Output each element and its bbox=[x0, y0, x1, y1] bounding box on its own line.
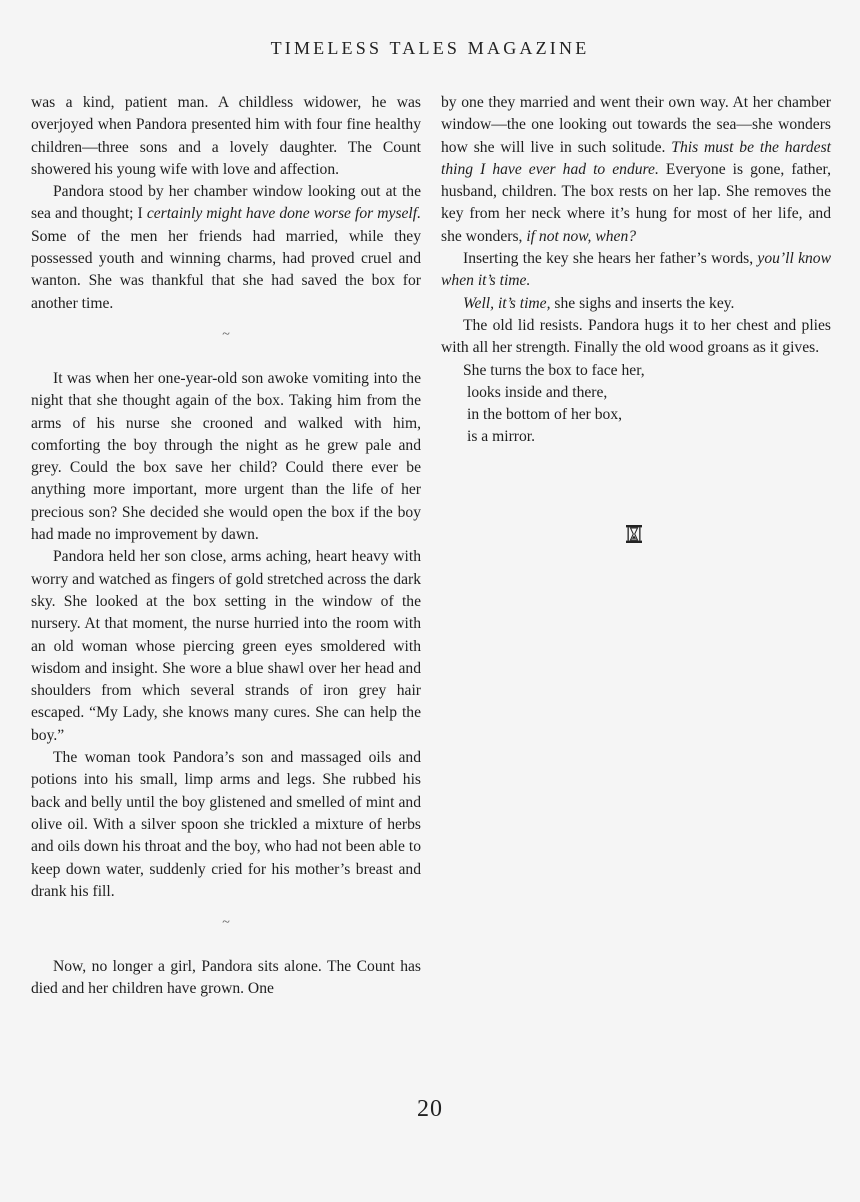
paragraph: Pandora held her son close, arms aching, heart heavy with worry and watched as fingers of gold stretched across the dark sky. She looked at the box setting in the window of the nursery. At that moment, the nurse hurried into the room with an old woman whose piercing green eyes smoldered with wisdom and insight. She wore a blue shawl over her head and shoulders from which several strands of iron grey hair escaped. “My Lady, she knows many cures. She can help the boy.” bbox=[31, 548, 421, 744]
paragraph: It was when her one-year-old son awoke vomiting into the night that she thought again of the box. Taking him from the arms of his nurse she crooned and walked with him, comforting the boy through the night as he grew pale and grey. Could the box save her child? Could there ever be anything more important, more urgent than the life of her precious son? She decided she would open the box if the boy had made no improvement by dawn. bbox=[31, 369, 421, 544]
paragraph: The woman took Pandora’s son and massaged oils and potions into his small, limp arms and legs. She rubbed his back and belly until the boy glistened and smelled of mint and olive oil. With a silver spoon she trickled a mixture of herbs and oils down his throat and the boy, who had not been able to keep down water, suddenly cried for his mother’s breast and drank his fill. bbox=[31, 749, 421, 900]
hourglass-end-mark-icon bbox=[625, 524, 643, 544]
paragraph: The old lid resists. Pandora hugs it to her chest and plies with all her strength. Finally the old wood groans as it gives. bbox=[441, 316, 831, 357]
italic-text: if not now, when? bbox=[526, 227, 637, 245]
paragraph: Now, no longer a girl, Pandora sits alone. The Count has died and her children have grown. One bbox=[31, 958, 421, 998]
magazine-title: TIMELESS TALES MAGAZINE bbox=[270, 38, 590, 58]
paragraph bbox=[31, 181, 421, 315]
closing-verse bbox=[441, 360, 831, 449]
text-run: Some of the men her friends had married, while they possessed youth and winning charms, had proved cruel and wanton. She was thankful that she had saved the box for another time. bbox=[31, 227, 421, 312]
text-run: she sighs and inserts the key. bbox=[550, 294, 735, 312]
text-run: Inserting the key she hears her father’s words, bbox=[463, 250, 758, 268]
paragraph bbox=[441, 92, 831, 248]
italic-text: This must be the hardest thing I have ever had to endure. bbox=[441, 138, 831, 178]
left-column bbox=[31, 92, 421, 1001]
italic-text: certainly might have done worse for myself. bbox=[146, 205, 421, 223]
text-run: by one they married and went their own way. At her chamber window—the one looking out towards the sea—she wonders how she will live in such solitude. bbox=[441, 94, 831, 156]
section-separator: ~ bbox=[222, 326, 230, 342]
italic-text: you’ll know when it’s time. bbox=[441, 250, 832, 290]
paragraph bbox=[441, 293, 831, 315]
text-run: Everyone is gone, father, husband, children. The box rests on her lap. She removes the key from her neck where it’s hung for most of her life, and she wonders, bbox=[441, 160, 831, 245]
verse-line: is a mirror. bbox=[467, 428, 535, 446]
paragraph bbox=[441, 248, 831, 293]
right-column bbox=[441, 92, 831, 449]
verse-line: She turns the box to face her, bbox=[463, 361, 645, 379]
page-number: 20 bbox=[417, 1096, 443, 1122]
section-separator: ~ bbox=[222, 915, 230, 931]
verse-line: looks inside and there, bbox=[467, 383, 608, 401]
italic-text: Well, it’s time, bbox=[463, 294, 551, 312]
text-run: Pandora stood by her chamber window looking out at the sea and thought; I bbox=[31, 183, 421, 223]
verse-line: in the bottom of her box, bbox=[467, 406, 623, 424]
paragraph: was a kind, patient man. A childless widower, he was overjoyed when Pandora presented him with four fine healthy children—three sons and a lovely daughter. The Count showered his young wife with love and affection. bbox=[31, 94, 421, 178]
